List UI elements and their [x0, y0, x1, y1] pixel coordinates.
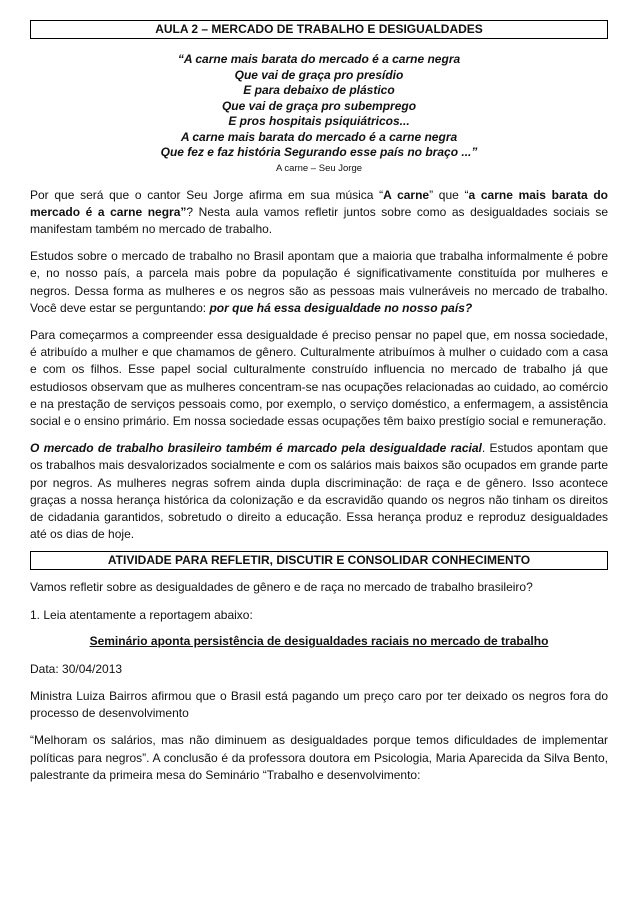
racial-paragraph: O mercado de trabalho brasileiro também é marcado pela desigualdade racial. Estudos apontam que os trabalhos mais desvalorizados socialmente e com os salários mais baixos são ocupados em grande parte por negros. As mulheres negras sofrem ainda dupla discriminação: de raça e de gênero. Isso acontece graças a nossa herança histórica da colonização e da escravidão quando os negros não tinham os direitos de cidadania garantidos, sobretudo o direito a educação. Essa herança produz e reproduz desigualdades até os dias de hoje. [30, 441, 609, 542]
poem-line: E pros hospitais psiquiátricos... [228, 114, 410, 128]
poem-line: “A carne mais barata do mercado é a carne negra [177, 52, 461, 66]
lesson-title: AULA 2 – MERCADO DE TRABALHO E DESIGUALDADES [30, 20, 608, 39]
labor-market-paragraph: Estudos sobre o mercado de trabalho no Brasil apontam que a maioria que trabalha informalmente é pobre e, no nosso país, a parcela mais pobre da população é significativamente constituída por mulheres e negros. Dessa forma as mulheres e os negros são as pessoas mais vulneráveis no mercado de trabalho. Você deve estar se perguntando: por que há essa desigualdade no nosso país? [30, 249, 608, 315]
activity-question: Vamos refletir sobre as desigualdades de gênero e de raça no mercado de trabalho brasileiro? [30, 580, 533, 595]
article-lead: Ministra Luiza Bairros afirmou que o Brasil está pagando um preço caro por ter deixado os negros fora do processo de desenvolvimento [30, 688, 608, 721]
article-date: Data: 30/04/2013 [30, 661, 123, 676]
poem-line: Que vai de graça pro subemprego [221, 98, 417, 113]
intro-paragraph: Por que será que o cantor Seu Jorge afirma em sua música “A carne” que “a carne mais barata do mercado é a carne negra”? Nesta aula vamos refletir juntos sobre como as desigualdades sociais se manifestam também no mercado de trabalho. [30, 187, 609, 236]
activity-instruction: 1. Leia atentamente a reportagem abaixo: [30, 607, 253, 622]
gender-paragraph: Para começarmos a compreender essa desigualdade é preciso pensar no papel que, em nossa sociedade, é atribuído a mulher e que chamamos de gênero. Culturalmente atribuímos à mulher o cuidado com a casa e com os filhos. Esse papel social culturalmente construído influencia no mercado de trabalho já que estudiosos observam que as mulheres concentram-se nas ocupações relacionadas ao cuidado, ao comércio e na prestação de serviços pessoais como, por exemplo, o serviço doméstico, a enfermagem, a assistência social e o ensino primário. Em nossa sociedade essas ocupações têm baixo prestígio social e remuneração. [30, 327, 608, 428]
poem-line: A carne mais barata do mercado é a carne negra [180, 129, 458, 144]
poem-line: Que fez e faz história Segurando esse país no braço ...” [160, 145, 478, 159]
song-credit: A carne – Seu Jorge [275, 162, 363, 174]
poem-line: E para debaixo de plástico [243, 83, 395, 97]
poem-line: Que vai de graça pro presídio [234, 67, 404, 82]
song-epigraph [30, 52, 608, 175]
activity-title: ATIVIDADE PARA REFLETIR, DISCUTIR E CONSOLIDAR CONHECIMENTO [30, 551, 608, 570]
article-paragraph: “Melhoram os salários, mas não diminuem as desigualdades porque temos dificuldades de implementar políticas para negros”. A conclusão é da professora doutora em Psicologia, Maria Aparecida da Silva Bento, palestrante da primeira mesa do Seminário “Trabalho e desenvolvimento: [30, 733, 608, 782]
article-title: Seminário aponta persistência de desigualdades raciais no mercado de trabalho [89, 633, 549, 648]
document-page [30, 20, 608, 784]
